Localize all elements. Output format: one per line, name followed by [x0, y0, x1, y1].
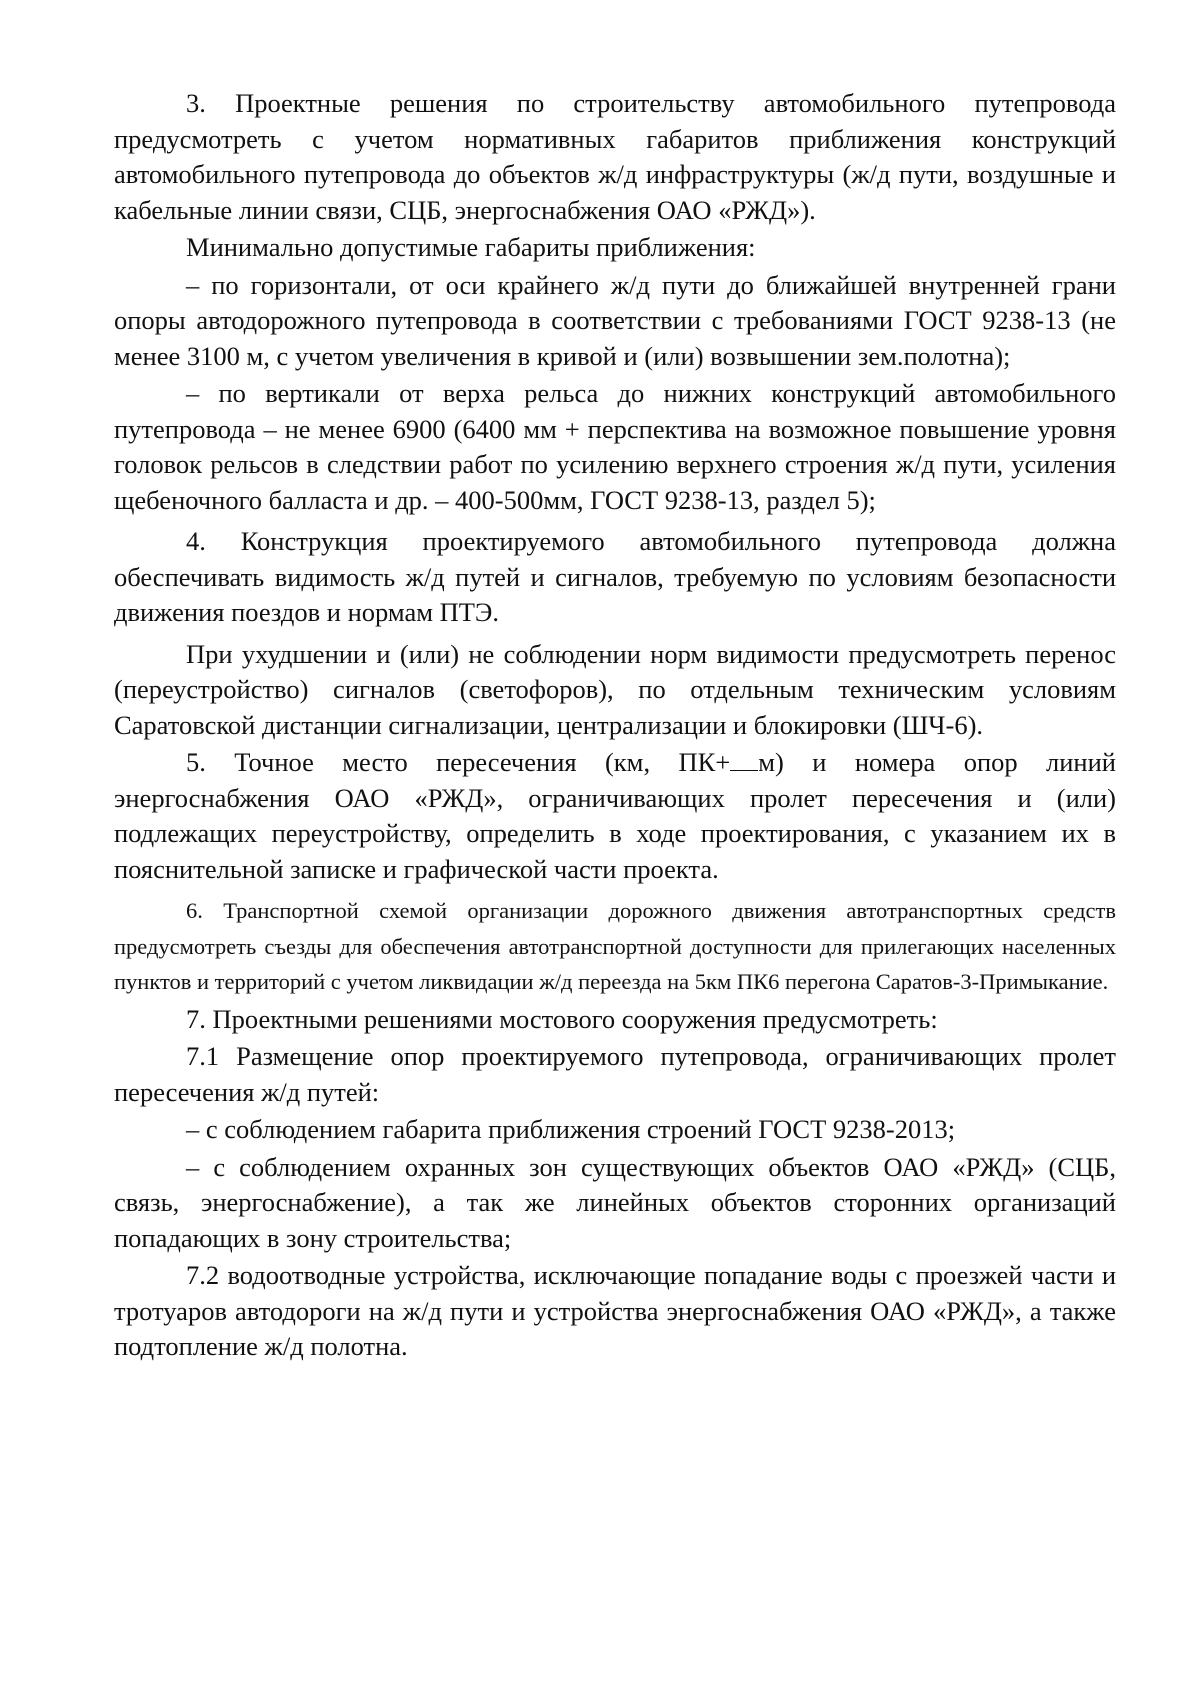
paragraph-3-design-solutions: 3. Проектные решения по строительству автомобильного путепровода предусмотреть с учетом нормативных габаритов приближения конструкций автомобильного путепровода до объектов ж/д инфраструктуры (ж/д пути, воздушные и кабельные линии связи, СЦБ, энергоснабжения ОАО «РЖД»). — [114, 88, 1116, 225]
paragraph-4-construction-visibility: 4. Конструкция проектируемого автомобильного путепровода должна обеспечивать видимость ж/д путей и сигналов, требуемую по условиям безопасности движения поездов и нормам ПТЭ. — [114, 526, 1116, 627]
paragraph-5-text-start: 5. Точное место пересечения (км, ПК+ — [186, 747, 731, 777]
paragraph-5-crossing-location — [114, 745, 1116, 887]
blank-fill-line — [730, 750, 758, 771]
list-item-horizontal-clearance: – по горизонтали, от оси крайнего ж/д пути до ближайшей внутренней грани опоры автодорожного путепровода в соответствии с требованиями ГОСТ 9238-13 (не менее 3100 м, с учетом увеличения в кривой и (или) возвышении зем.полотна); — [114, 269, 1116, 371]
paragraph-7-2-drainage: 7.2 водоотводные устройства, исключающие попадание воды с проезжей части и тротуаров автодороги на ж/д пути и устройства энергоснабжения ОАО «РЖД», а также подтопление ж/д полотна. — [114, 1260, 1116, 1361]
paragraph-6-transport-scheme: 6. Транспортной схемой организации дорожного движения автотранспортных средств предусмотреть съезды для обеспечения автотранспортной доступности для прилегающих населенных пунктов и территорий с учетом ликвидации ж/д переезда на 5км ПК6 перегона Саратов-3-Примыкание. — [114, 898, 1116, 994]
document-page — [114, 86, 1116, 1365]
paragraph-7-1-supports: 7.1 Размещение опор проектируемого путепровода, ограничивающих пролет пересечения ж/д путей: — [114, 1041, 1116, 1107]
paragraph-7-bridge-solutions: 7. Проектными решениями мостового сооружения предусмотреть: — [186, 1003, 938, 1034]
list-item-protection-zones: – с соблюдением охранных зон существующих объектов ОАО «РЖД» (СЦБ, связь, энергоснабжение), а так же линейных объектов сторонних организаций попадающих в зону строительства; — [114, 1151, 1116, 1253]
paragraph-signal-relocation: При ухудшении и (или) не соблюдении норм видимости предусмотреть перенос (переустройство) сигналов (светофоров), по отдельным техническим условиям Саратовской дистанции сигнализации, централизации и блокировки (ШЧ-6). — [114, 638, 1116, 740]
paragraph-minimum-clearances: Минимально допустимые габариты приближения: — [186, 232, 756, 262]
list-item-gost-clearance: – с соблюдением габарита приближения строений ГОСТ 9238-2013; — [186, 1114, 956, 1144]
list-item-vertical-clearance: – по вертикали от верха рельса до нижних конструкций автомобильного путепровода – не менее 6900 (6400 мм + перспектива на возможное повышение уровня головок рельсов в следствии работ по усилению верхнего строения ж/д пути, усиления щебеночного балласта и др. – 400-500мм, ГОСТ 9238-13, раздел 5); — [114, 378, 1116, 515]
paragraph-5-text-end: м) и номера опор линий энергоснабжения ОАО «РЖД», ограничивающих пролет пересечения и (или) подлежащих переустройству, определить в ходе проектирования, с указанием их в пояснительной записке и графической части проекта. — [114, 747, 1116, 884]
